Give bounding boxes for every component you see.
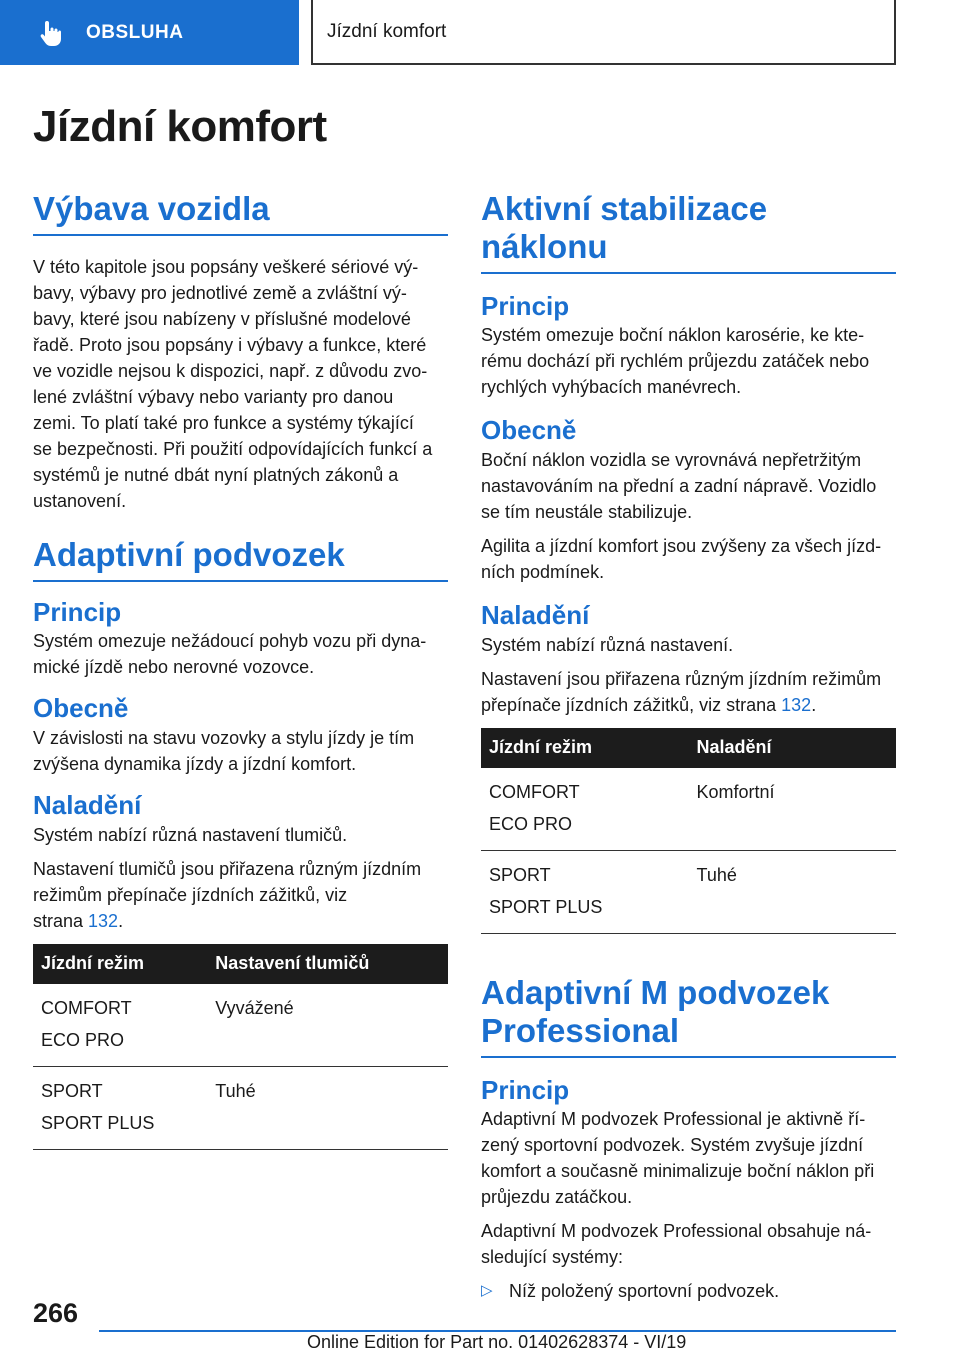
table-header: Jízdní režim (481, 728, 689, 768)
left-column (33, 190, 448, 1150)
heading-m-professional: Adaptivní M podvozek Professional (481, 974, 896, 1058)
heading-adaptive: Adaptivní podvozek (33, 536, 448, 582)
paragraph-obecne-2: Agilita a jízdní komfort jsou zvýšeny za všech jízd- ních podmínek. (481, 536, 882, 583)
paragraph-mprof-2: Adaptivní M podvozek Professional obsahuje ná- sledující systémy: (481, 1221, 872, 1268)
paragraph-naladeni-1: Systém nabízí různá nastavení. (481, 634, 734, 655)
table-cell: Komfortní (689, 768, 897, 851)
table-cell: COMFORT ECO PRO (33, 984, 207, 1067)
page-link[interactable]: 132 (781, 694, 812, 715)
section-tab[interactable] (0, 0, 299, 65)
chapter-header (311, 0, 896, 65)
heading-princip: Princip (481, 1074, 570, 1105)
heading-princip: Princip (33, 596, 122, 627)
table-cell: COMFORT ECO PRO (481, 768, 689, 851)
table-row (481, 850, 896, 933)
table-row (33, 984, 448, 1067)
right-column (481, 190, 896, 1304)
table-header: Naladění (689, 728, 897, 768)
table-cell: Tuhé (207, 1066, 448, 1149)
heading-vybava: Výbava vozidla (33, 190, 448, 236)
chapter-label: Jízdní komfort (327, 20, 447, 42)
paragraph-naladeni-2: Nastavení tlumičů jsou přiřazena různým jízdním režimům přepínače jízdních zážitků, viz strana 132. (33, 858, 422, 931)
table-cell: Vyvážené (207, 984, 448, 1067)
paragraph-mprof-1: Adaptivní M podvozek Professional je aktivně ří- zený sportovní podvozek. Systém zvyšuje jízdní komfort a současně minimalizuje boční náklon při průjezdu zatáčkou. (481, 1109, 875, 1208)
paragraph-princip: Systém omezuje nežádoucí pohyb vozu při dyna- mické jízdě nebo nerovné vozovce. (33, 631, 427, 678)
table-header: Jízdní režim (33, 944, 207, 984)
page-number: 266 (33, 1298, 79, 1328)
paragraph-obecne: V závislosti na stavu vozovky a stylu jízdy je tím zvýšena dynamika jízdy a jízdní komfort. (33, 728, 415, 775)
table-cell: SPORT SPORT PLUS (33, 1066, 207, 1149)
paragraph-naladeni-1: Systém nabízí různá nastavení tlumičů. (33, 824, 348, 845)
tuning-table (481, 728, 896, 934)
table-row (481, 768, 896, 851)
triangle-bullet-icon: ▷ (481, 1282, 493, 1300)
paragraph-vybava: V této kapitole jsou popsány veškeré sériové vý- bavy, výbavy pro jednotlivé země a zvláštní vý- bavy, které jsou nabízeny v příslušné modelové řadě. Proto jsou popsány i výbavy a funkce, které ve vozidle nejsou k dispozici, např. z důvodu zvo- lené zvláštní výbavy nebo varianty pro danou zemi. To platí také pro funkce a systémy týkající se bezpečnosti. Při použití odpovídajících funkcí a systémů je nutné dbát nyní platných zákonů a ustanovení. (33, 256, 433, 511)
table-row (33, 1066, 448, 1149)
list-item-text: Níž položený sportovní podvozek. (509, 1281, 780, 1302)
table-cell: Tuhé (689, 850, 897, 933)
heading-obecne: Obecně (481, 415, 577, 446)
hand-icon (36, 18, 66, 48)
heading-obecne: Obecně (33, 693, 129, 724)
table-cell: SPORT SPORT PLUS (481, 850, 689, 933)
damper-table (33, 944, 448, 1150)
heading-naladeni: Naladění (33, 790, 142, 821)
page-title: Jízdní komfort (33, 102, 327, 151)
heading-stabilizace: Aktivní stabilizace náklonu (481, 190, 896, 274)
paragraph-obecne-1: Boční náklon vozidla se vyrovnává nepřetržitým nastavováním na přední a zadní nápravě. Vozidlo se tím neustále stabilizuje. (481, 450, 877, 523)
list-item (481, 1278, 896, 1304)
paragraph-naladeni-2: Nastavení jsou přiřazena různým jízdním režimům přepínače jízdních zážitků, viz strana 132. (481, 668, 882, 715)
table-header: Nastavení tlumičů (207, 944, 448, 984)
page-link[interactable]: 132 (88, 910, 119, 931)
paragraph-princip: Systém omezuje boční náklon karosérie, ke kte- rému dochází při rychlém průjezdu zatáček nebo rychlých vyhýbacích manévrech. (481, 325, 870, 398)
footer-edition: Online Edition for Part no. 01402628374 - VI/19 (307, 1332, 687, 1352)
heading-princip: Princip (481, 290, 570, 321)
heading-naladeni: Naladění (481, 600, 590, 631)
section-label: OBSLUHA (86, 21, 184, 43)
